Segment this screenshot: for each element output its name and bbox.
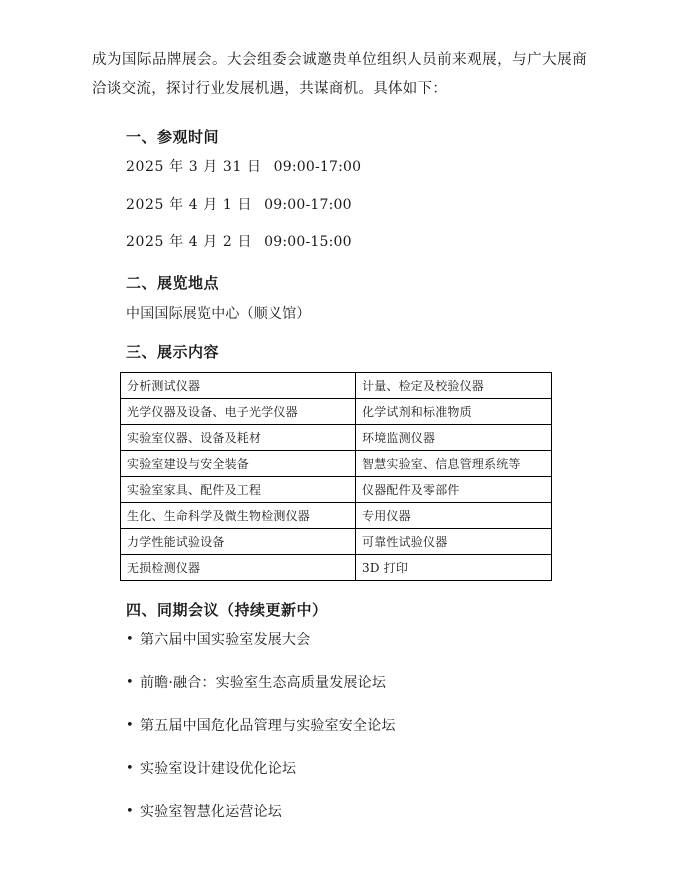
- table-cell-left: 力学性能试验设备: [121, 529, 356, 555]
- table-cell-left: 分析测试仪器: [121, 373, 356, 399]
- table-cell-right: 化学试剂和标准物质: [356, 399, 552, 425]
- visit-hours: 09:00-15:00: [264, 234, 352, 251]
- section-venue: [92, 272, 587, 323]
- table-cell-left: 无损检测仪器: [121, 555, 356, 581]
- intro-paragraph: 成为国际品牌展会。大会组委会诚邀贵单位组织人员前来观展，与广大展商洽谈交流，探讨行业发展机遇，共谋商机。具体如下：: [92, 52, 587, 97]
- list-item: • 实验室智慧化运营论坛: [126, 802, 587, 823]
- table-cell-right: 3D 打印: [356, 555, 552, 581]
- venue-text: 中国国际展览中心（顺义馆）: [126, 306, 311, 323]
- table-cell-right: 仪器配件及零部件: [356, 477, 552, 503]
- list-item: • 前瞻·融合：实验室生态高质量发展论坛: [126, 673, 587, 694]
- section-concurrent-meetings: [92, 599, 587, 823]
- table-row: [121, 529, 552, 555]
- meeting-list: [126, 630, 587, 823]
- section-visit-time: [92, 126, 587, 254]
- table-row: [121, 503, 552, 529]
- visit-hours: 09:00-17:00: [273, 159, 362, 175]
- table-row: [121, 451, 552, 477]
- table-row: [121, 477, 552, 503]
- list-item: • 第六届中国实验室发展大会: [126, 630, 587, 651]
- list-item: • 实验室设计建设优化论坛: [126, 759, 587, 780]
- visit-time-row: [126, 157, 587, 179]
- section-heading-visit-time: 一、参观时间: [126, 128, 220, 146]
- visit-hours: 09:00-17:00: [264, 196, 352, 213]
- table-cell-left: 生化、生命科学及微生物检测仪器: [121, 503, 356, 529]
- table-cell-right: 专用仪器: [356, 503, 552, 529]
- section-heading-concurrent-meetings: 四、同期会议（持续更新中）: [126, 601, 328, 620]
- exhibit-category-table: [120, 372, 552, 581]
- visit-date: 2025 年 4 月 1 日: [126, 196, 253, 213]
- table-cell-left: 实验室仪器、设备及耗材: [121, 425, 356, 451]
- visit-time-row: [126, 232, 587, 254]
- table-row: [121, 555, 552, 581]
- table-cell-left: 实验室建设与安全装备: [121, 451, 356, 477]
- visit-date: 2025 年 3 月 31 日: [126, 159, 262, 175]
- table-cell-left: 光学仪器及设备、电子光学仪器: [121, 399, 356, 425]
- visit-date: 2025 年 4 月 2 日: [126, 234, 253, 251]
- list-item: • 第五届中国危化品管理与实验室安全论坛: [126, 716, 587, 737]
- table-cell-right: 计量、检定及校验仪器: [356, 373, 552, 399]
- table-row: [121, 425, 552, 451]
- table-cell-right: 智慧实验室、信息管理系统等: [356, 451, 552, 477]
- table-row: [121, 373, 552, 399]
- table-row: [121, 399, 552, 425]
- table-cell-left: 实验室家具、配件及工程: [121, 477, 356, 503]
- section-exhibits: [92, 341, 587, 581]
- table-cell-right: 可靠性试验仪器: [356, 529, 552, 555]
- section-heading-exhibits: 三、展示内容: [126, 343, 220, 362]
- visit-time-row: [126, 195, 587, 217]
- section-heading-venue: 二、展览地点: [126, 274, 220, 293]
- table-cell-right: 环境监测仪器: [356, 425, 552, 451]
